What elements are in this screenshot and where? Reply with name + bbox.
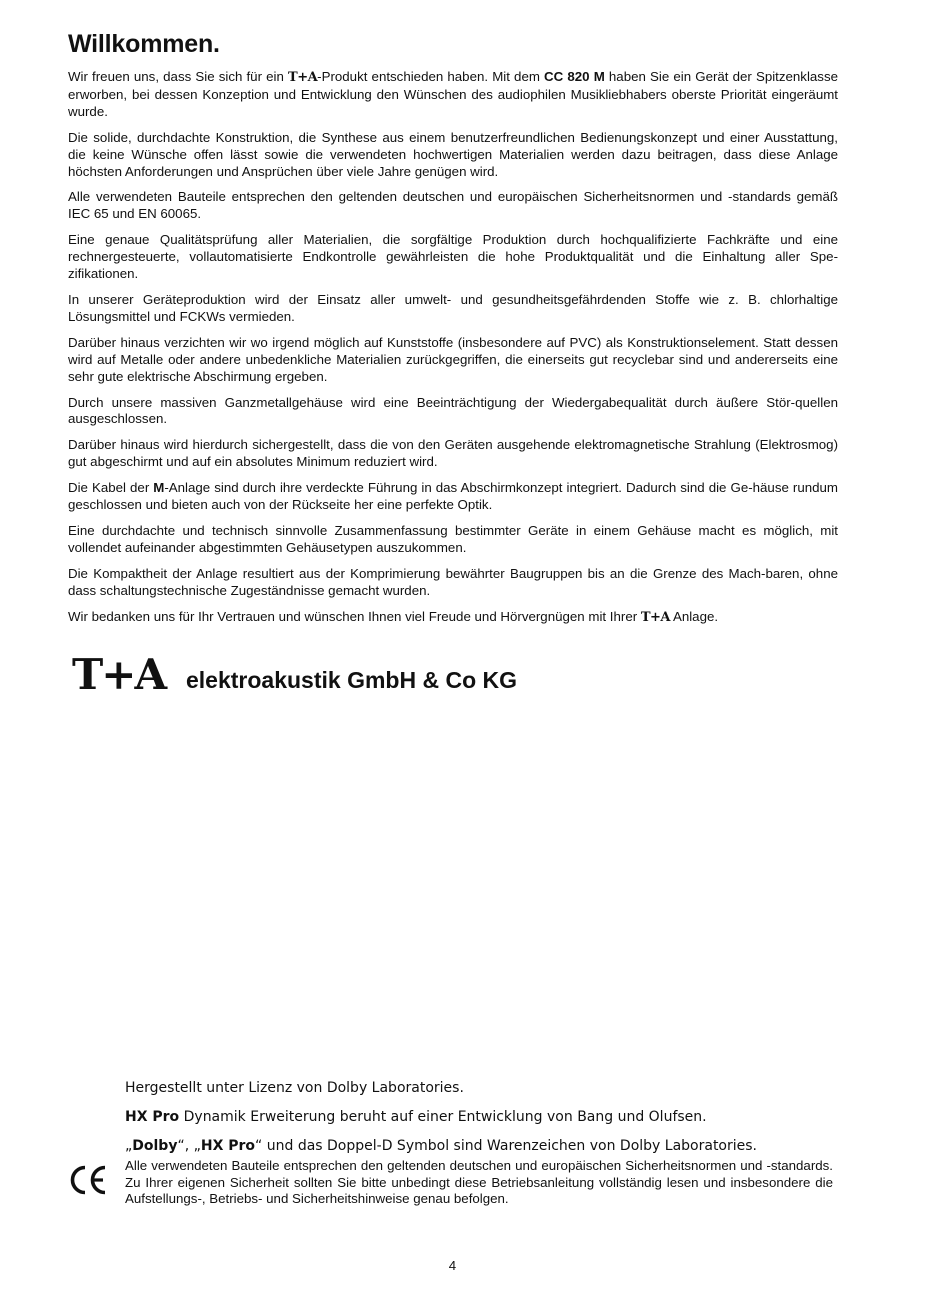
company-name: elektroakustik GmbH & Co KG xyxy=(186,667,518,693)
paragraph-metal-housing: Durch unsere massiven Ganzmetallgehäuse wird eine Beeinträchtigung der Wiedergabequalität durch äußere Stör-quellen ausgeschlossen. xyxy=(68,394,838,427)
closing-text-1: Wir bedanken uns für Ihr Vertrauen und wünschen Ihnen viel Freude und Hörvergnügen mit Ihrer xyxy=(68,608,641,624)
brand-mark-inline-2: T+A xyxy=(640,609,670,625)
paragraph-quality: Eine genaue Qualitätsprüfung aller Materialien, die sorgfältige Produktion durch hochqualifizierte Fachkräfte und eine rechnergesteuerte, vollautomatisierte Endkontrolle gewährleisten die hohe Produktqualität und die Einhaltung aller Spe-zifikationen. xyxy=(68,232,838,282)
legal-section xyxy=(125,1080,833,1208)
cable-series-letter: M xyxy=(153,480,165,496)
paragraph-construction: Die solide, durchdachte Konstruktion, die Synthese aus einem benutzerfreundlichen Bedienungskonzept und einer Ausstattung, die keine Wünsche offen lässt sowie die verwendeten hochwertigen Materialien werden dazu beitragen, dass diese Anlage höchsten Anforderungen und Ansprüchen über viele Jahre genügen wird. xyxy=(68,129,838,179)
welcome-text xyxy=(68,69,838,635)
quote-open: „ xyxy=(125,1138,133,1154)
hx-pro-line xyxy=(125,1109,833,1126)
intro-text-3: haben Sie ein Gerät der Spitzenklasse erworben, bei dessen Konzeption und Entwicklung den Wünschen des audiophilen Musikliebhabers oberste Priorität eingeräumt wurde. xyxy=(68,69,839,119)
ta-logo: T+A xyxy=(72,650,166,699)
trademark-line xyxy=(125,1138,833,1155)
paragraph-housing-types: Eine durchdachte und technisch sinnvolle Zusammenfassung bestimmter Geräte in einem Gehäuse macht es möglich, mit vollendet aufeinander abgestimmten Gehäusetypen auszukommen. xyxy=(68,522,838,555)
page-title: Willkommen. xyxy=(68,30,220,58)
paragraph-closing xyxy=(68,609,838,627)
dolby-term: Dolby xyxy=(132,1138,178,1154)
paragraph-compactness: Die Kompaktheit der Anlage resultiert aus der Komprimierung bewährter Baugruppen bis an die Grenze des Mach-baren, ohne dass schaltungstechnische Zugeständnisse gemacht wurden. xyxy=(68,565,838,598)
paragraph-materials: Darüber hinaus verzichten wir wo irgend möglich auf Kunststoffe (insbesondere auf PVC) als Konstruktionselement. Statt dessen wird auf Metalle oder andere unbedenkliche Materialien zurückgegriffen, die einerseits gut recyclebar sind und andererseits eine sehr gute elektrische Abschirmung ergeben. xyxy=(68,334,838,384)
paragraph-safety-standards: Alle verwendeten Bauteile entsprechen den geltenden deutschen und europäischen Sicherheitsnormen und -standards gemäß IEC 65 und EN 60065. xyxy=(68,189,838,222)
page-number: 4 xyxy=(448,1258,457,1273)
closing-text-2: Anlage. xyxy=(670,608,719,624)
intro-text-2: -Produkt entschieden haben. Mit dem xyxy=(317,69,545,84)
intro-paragraph xyxy=(68,69,838,121)
paragraph-environment: In unserer Geräteproduktion wird der Einsatz aller umwelt- und gesundheitsgefährdenden Stoffe wie z. B. chlorhaltige Lösungsmittel und FCKWs vermieden. xyxy=(68,291,838,324)
hx-pro-term: HX Pro xyxy=(125,1109,180,1125)
intro-text-1: Wir freuen uns, dass Sie sich für ein xyxy=(68,69,289,84)
quote-mid: “, „ xyxy=(177,1138,201,1154)
ce-mark-icon xyxy=(68,1164,110,1196)
safety-notice: Alle verwendeten Bauteile entsprechen den geltenden deutschen und europäischen Sicherheitsnormen und -standards. Zu Ihrer eigenen Sicherheit sollten Sie bitte unbedingt diese Betriebsanleitung vollständig lesen und insbesondere die Aufstellungs-, Betriebs- und Sicherheitshinweise genau befolgen. xyxy=(125,1158,833,1207)
trademark-text: “ und das Doppel-D Symbol sind Warenzeichen von Dolby Laboratories. xyxy=(255,1138,758,1154)
dolby-license-line: Hergestellt unter Lizenz von Dolby Laboratories. xyxy=(125,1080,464,1096)
paragraph-cables xyxy=(68,480,838,514)
cable-text-2: -Anlage sind durch ihre verdeckte Führung in das Abschirmkonzept integriert. Dadurch sind die Ge-häuse rundum geschlossen und bieten auch von der Rückseite her eine perfekte Optik. xyxy=(68,480,838,513)
brand-mark-inline: T+A xyxy=(288,70,318,85)
hx-pro-text: Dynamik Erweiterung beruht auf einer Entwicklung von Bang und Olufsen. xyxy=(179,1109,707,1125)
cable-text-1: Die Kabel der xyxy=(68,480,154,496)
model-name: CC 820 M xyxy=(544,69,605,84)
hx-pro-term-2: HX Pro xyxy=(200,1138,256,1154)
paragraph-shielding: Darüber hinaus wird hierdurch sichergestellt, dass die von den Geräten ausgehende elektromagnetische Strahlung (Elektrosmog) gut abgeschirmt und auf ein absolutes Minimum reduziert wird. xyxy=(68,437,838,470)
